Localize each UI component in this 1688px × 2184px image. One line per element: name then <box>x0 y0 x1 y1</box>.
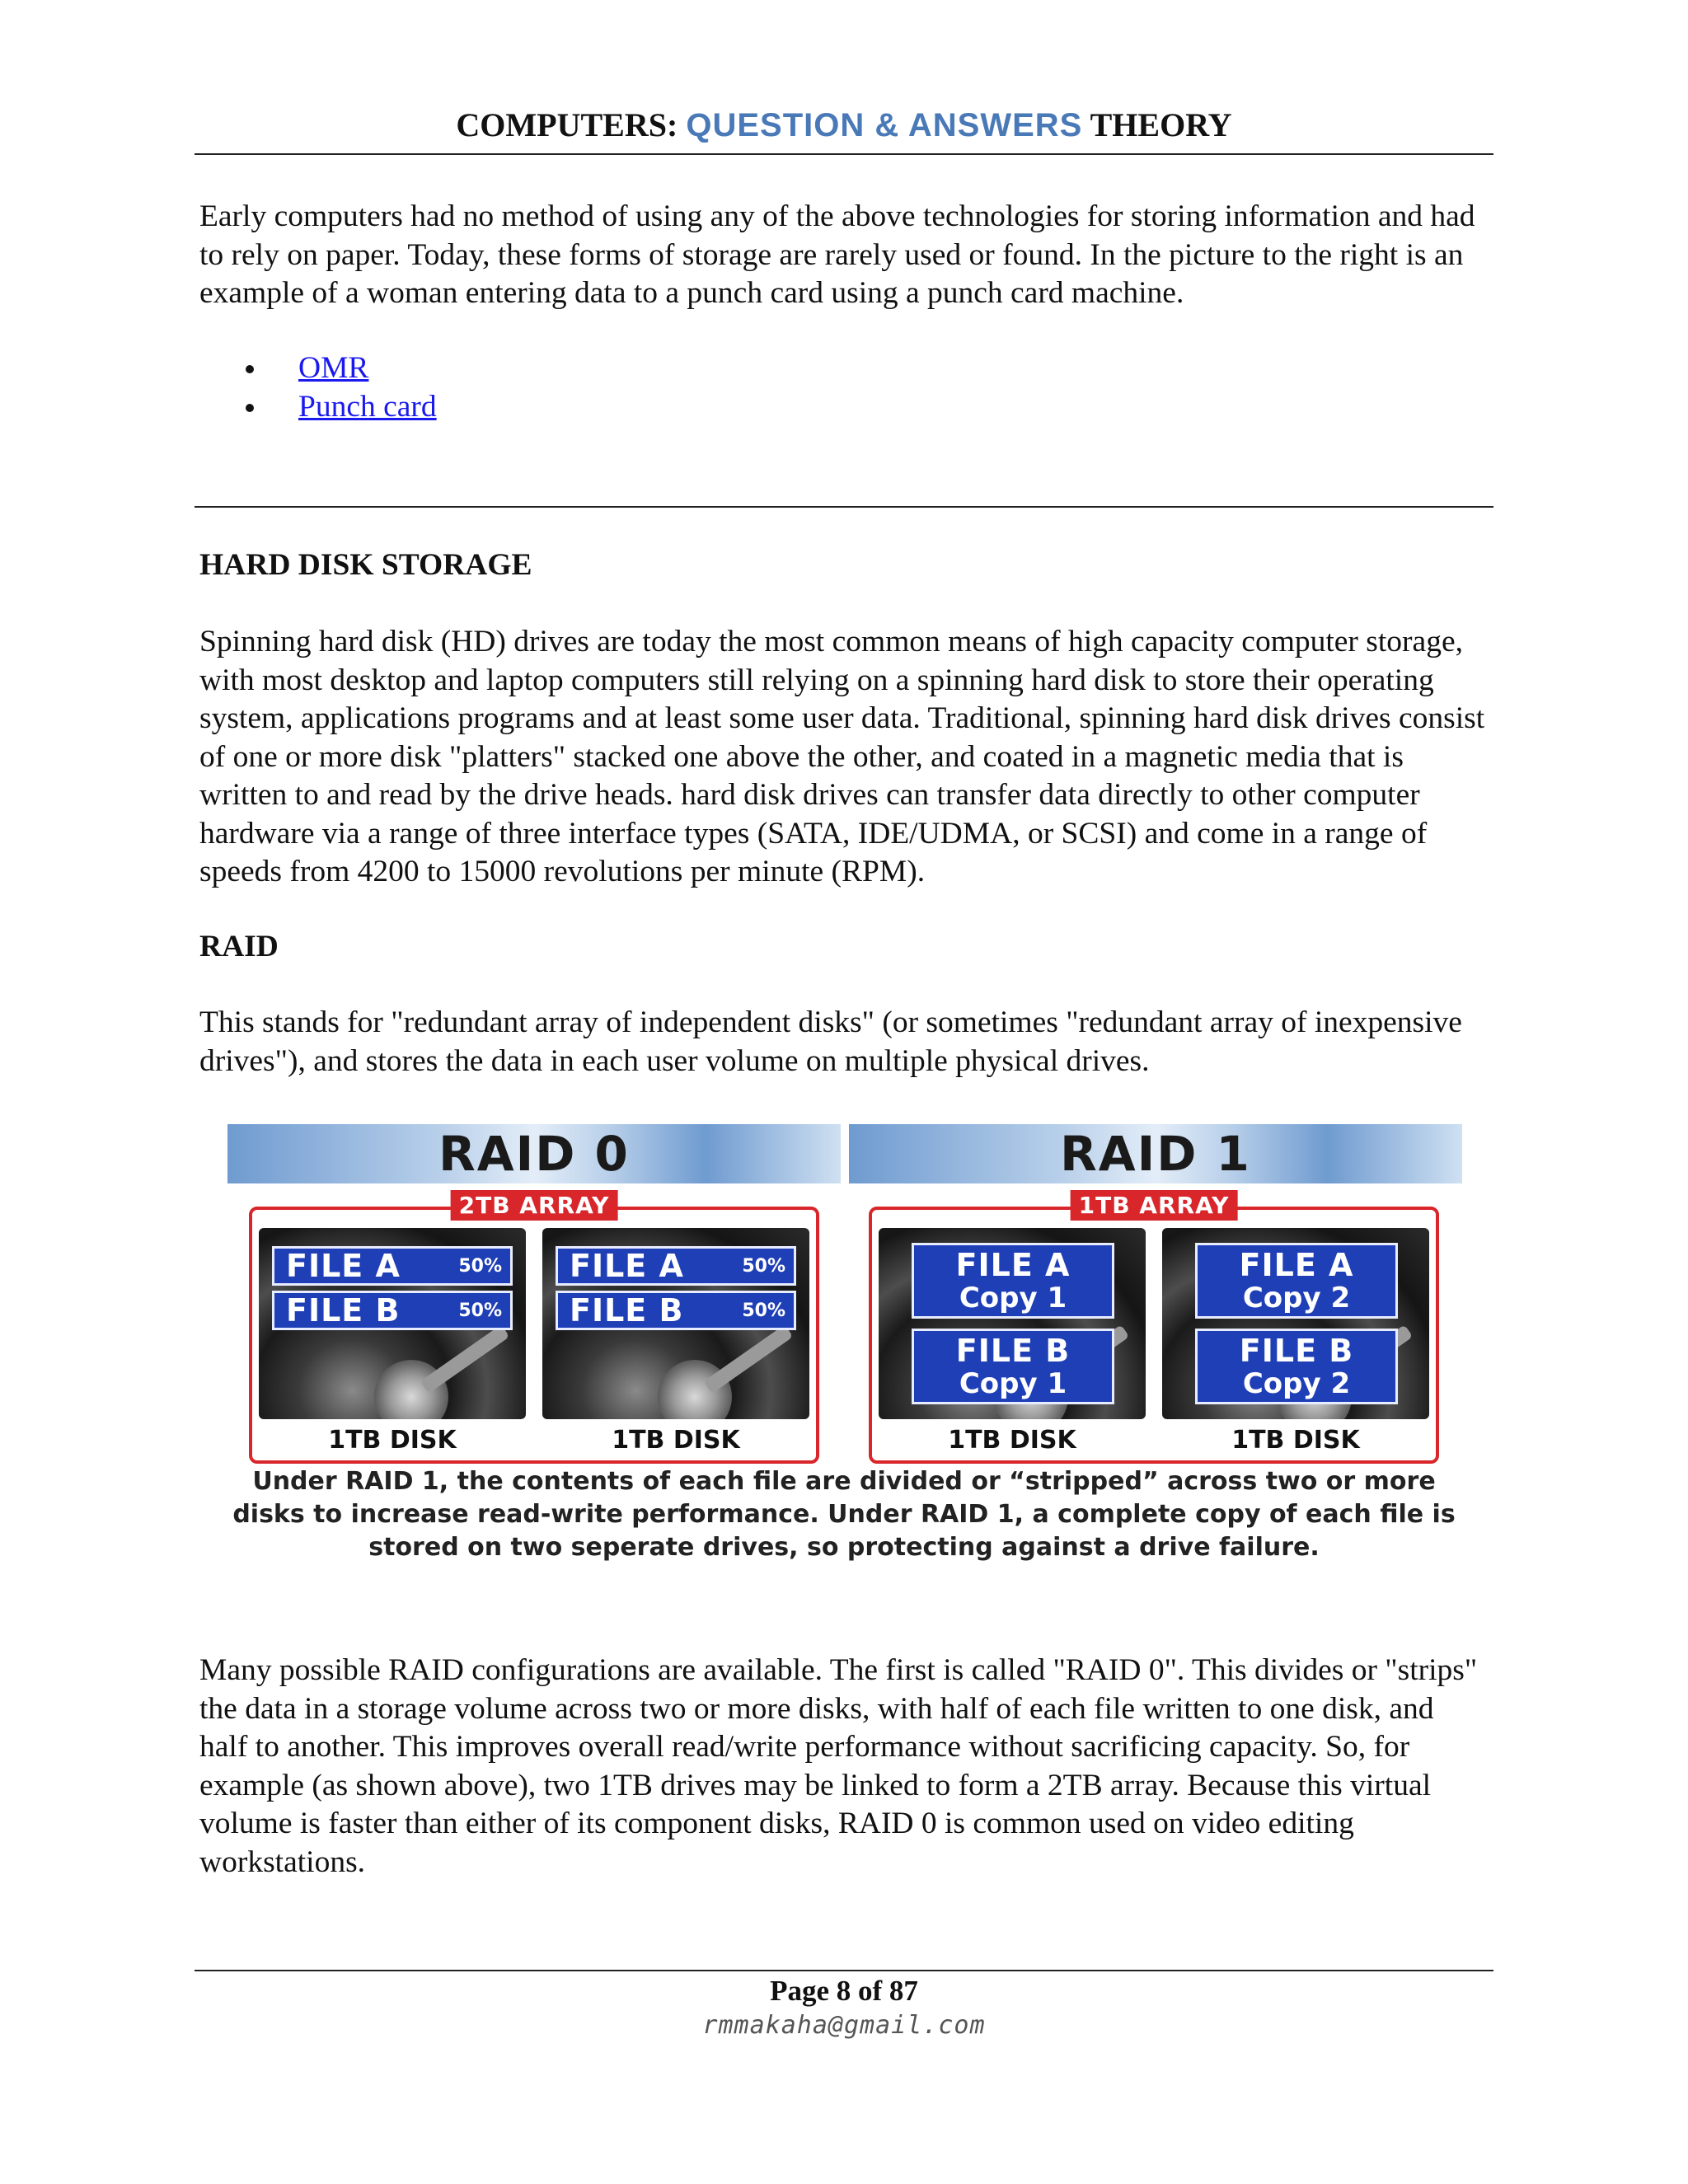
file-b-chip: FILE B 50% <box>556 1291 796 1330</box>
header-title-part1: COMPUTERS <box>456 106 667 143</box>
figure-caption: Under RAID 1, the contents of each file are divided or “stripped” across two or more disks to increase read-write performance. Under RAID 1, a complete copy of each file is stored on two seperate drives, so protecting against a drive failure. <box>232 1467 1456 1562</box>
header-rule <box>195 153 1493 155</box>
file-copy-block: FILE B Copy 2 <box>1195 1329 1398 1404</box>
hard-disk-icon <box>259 1228 526 1419</box>
link-list <box>239 349 437 426</box>
file-copy-block: FILE A Copy 2 <box>1195 1243 1398 1319</box>
raid0-array <box>249 1192 819 1464</box>
header-title-part3: THEORY <box>1090 106 1232 143</box>
list-item <box>239 349 437 388</box>
page-number: Page 8 of 87 <box>770 1975 918 2007</box>
file-a-chip: FILE A 50% <box>272 1246 513 1286</box>
link-punch-card[interactable]: Punch card <box>298 389 437 424</box>
raid-paragraph: This stands for "redundant array of independent disks" (or sometimes "redundant array of inexpensive drives"), and stores the data in each user volume on multiple physical drives. <box>199 1005 1462 1078</box>
disk-label: 1TB DISK <box>1231 1426 1360 1455</box>
hard-disk-icon <box>542 1228 809 1419</box>
file-b-chip: FILE B 50% <box>272 1291 513 1330</box>
disk-label: 1TB DISK <box>328 1426 457 1455</box>
heading-raid: RAID <box>199 930 279 963</box>
raid1-array-tag: 1TB ARRAY <box>1071 1190 1238 1221</box>
header-colon: : <box>667 106 678 143</box>
header-title-accent: QUESTION & ANSWERS <box>686 107 1083 143</box>
file-copy-block: FILE A Copy 1 <box>912 1243 1114 1319</box>
footer-rule <box>195 1970 1493 1971</box>
raid1-title: RAID 1 <box>849 1124 1462 1183</box>
bullet-icon <box>246 404 254 412</box>
hard-disk-paragraph: Spinning hard disk (HD) drives are today the most common means of high capacity computer storage, with most desktop and laptop computers still relying on a spinning hard disk to store their operating system, applications programs and at least some user data. Traditional, spinning hard disk drives consist of one or more disk "platters" stacked one above the other, and coated in a magnetic media that is written to and read by the drive heads. hard disk drives can transfer data directly to other computer hardware via a range of three interface types (SATA, IDE/UDMA, or SCSI) and come in a range of speeds from 4200 to 15000 revolutions per minute (RPM). <box>199 625 1485 888</box>
page-header <box>195 101 1493 150</box>
hard-disk-icon <box>879 1228 1146 1419</box>
raid1-array <box>869 1192 1439 1464</box>
footer-email: rmmakaha@gmail.com <box>702 2011 986 2040</box>
closing-paragraph: Many possible RAID configurations are available. The first is called "RAID 0". This divides or "strips" the data in a storage volume across two or more disks, with half of each file written to one disk, and half to another. This improves overall read/write performance without sacrificing capacity. So, for example (as shown above), two 1TB drives may be linked to form a 2TB array. Because this virtual volume is faster than either of its component disks, RAID 0 is common used on video editing workstations. <box>199 1653 1478 1879</box>
disk-label: 1TB DISK <box>612 1426 740 1455</box>
file-copy-block: FILE B Copy 1 <box>912 1329 1114 1404</box>
disk-label: 1TB DISK <box>948 1426 1076 1455</box>
link-omr[interactable]: OMR <box>298 351 369 385</box>
raid0-title: RAID 0 <box>227 1124 841 1183</box>
hard-disk-icon <box>1162 1228 1429 1419</box>
raid0-array-tag: 2TB ARRAY <box>451 1190 618 1221</box>
raid-figure <box>224 1119 1464 1581</box>
section-divider <box>195 506 1493 508</box>
intro-paragraph: Early computers had no method of using any of the above technologies for storing information and had to rely on paper. Today, these forms of storage are rarely used or found. In the picture to the right is an example of a woman entering data to a punch card using a punch card machine. <box>199 199 1475 310</box>
file-a-chip: FILE A 50% <box>556 1246 796 1286</box>
bullet-icon <box>246 365 254 373</box>
heading-hard-disk-storage: HARD DISK STORAGE <box>199 548 532 582</box>
list-item <box>239 388 437 427</box>
